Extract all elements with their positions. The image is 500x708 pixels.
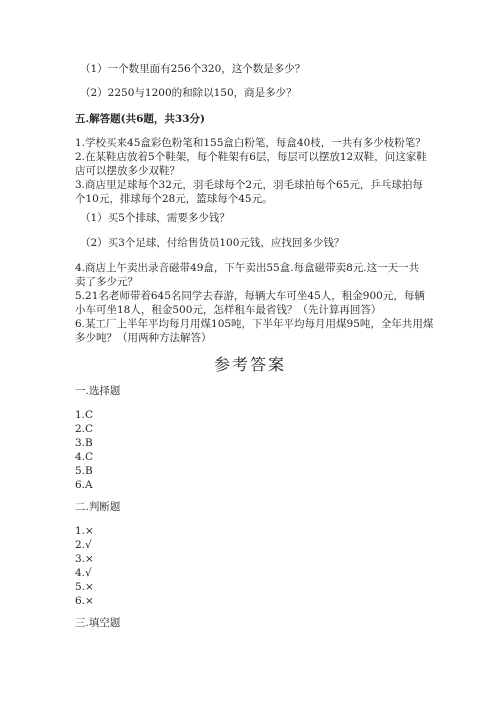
problem-line: 3.商店里足球每个32元，羽毛球每个2元，羽毛球拍每个65元，乒乓球拍每 bbox=[75, 179, 423, 191]
answer-item: 4.C bbox=[75, 451, 94, 463]
question-text: （2）2250与1200的和除以150，商是多少？ bbox=[80, 87, 297, 99]
answer-item: 2.√ bbox=[75, 539, 92, 551]
sub-question: （1）买5个排球，需要多少钱？ bbox=[80, 212, 230, 224]
problem-line: 6.某工厂上半年平均每月用煤105吨，下半年平均每月用煤95吨，全年共用煤 bbox=[75, 318, 434, 330]
problem-line: 卖了多少元？ bbox=[75, 276, 138, 288]
problem-line: 多少吨？（用两种方法解答） bbox=[75, 332, 212, 344]
answer-item: 6.A bbox=[75, 479, 93, 491]
problem-line: 个10元，排球每个28元，篮球每个45元。 bbox=[75, 193, 273, 205]
answer-item: 6.× bbox=[75, 595, 94, 607]
sub-question: （2）买3个足球，付给售货员100元钱，应找回多少钱？ bbox=[80, 237, 345, 249]
answer-item: 1.× bbox=[75, 525, 94, 537]
answer-item: 1.C bbox=[75, 409, 94, 421]
answer-title: 参考答案 bbox=[213, 355, 286, 374]
answer-item: 5.× bbox=[75, 581, 94, 593]
answer-item: 4.√ bbox=[75, 567, 92, 579]
problem-line: 2.在某鞋店放着5个鞋架，每个鞋架有6层，每层可以摆放12双鞋，问这家鞋 bbox=[75, 151, 427, 163]
problem-line: 5.21名老师带着645名同学去春游，每辆大车可坐45人，租金900元，每辆 bbox=[75, 290, 425, 302]
problem-line: 小车可坐18人，租金500元，怎样租车最省钱？（先计算再回答） bbox=[75, 304, 382, 316]
section-heading: 五.解答题(共6题，共33分) bbox=[75, 113, 206, 125]
answer-item: 3.B bbox=[75, 437, 93, 449]
problem-line: 4.商店上午卖出录音磁带49盒，下午卖出55盒.每盒磁带卖8元.这一天一共 bbox=[75, 262, 420, 274]
question-text: （1）一个数里面有256个320，这个数是多少？ bbox=[80, 63, 306, 75]
problem-line: 店可以摆放多少双鞋？ bbox=[75, 165, 180, 177]
section-heading: 一.选择题 bbox=[75, 385, 121, 397]
answer-item: 3.× bbox=[75, 553, 94, 565]
answer-item: 2.C bbox=[75, 423, 94, 435]
problem-line: 1.学校买来45盒彩色粉笔和155盒白粉笔，每盒40枝，一共有多少枝粉笔？ bbox=[75, 137, 426, 149]
section-heading: 二.判断题 bbox=[75, 501, 121, 513]
section-heading: 三.填空题 bbox=[75, 617, 121, 629]
answer-item: 5.B bbox=[75, 465, 93, 477]
